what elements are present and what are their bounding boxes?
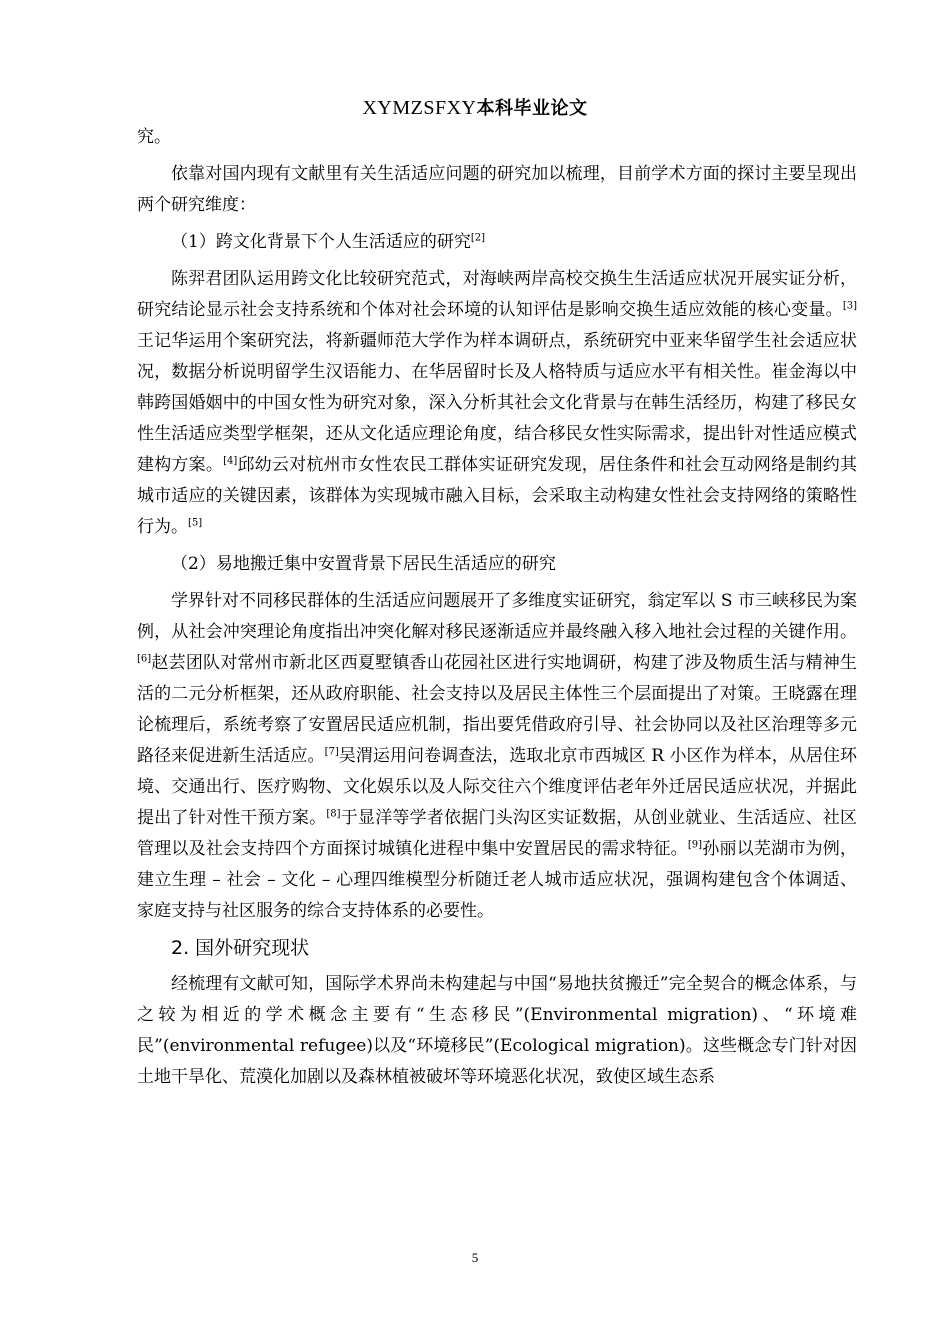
body-text	[137, 122, 857, 1099]
paragraph-intro: 依靠对国内现有文献里有关生活适应问题的研究加以梳理，目前学术方面的探讨主要呈现出两个研究维度：	[137, 164, 857, 215]
paragraph-continuation: 究。	[137, 127, 171, 147]
page-number: 5	[471, 1250, 479, 1265]
citation-ref: [5]	[188, 517, 203, 529]
subheading-2: （2）易地搬迁集中安置背景下居民生活适应的研究	[171, 554, 556, 574]
header-title: 本科毕业论文	[476, 98, 588, 119]
citation-ref: [3]	[842, 300, 857, 312]
paragraph-cross-cultural: 陈羿君团队运用跨文化比较研究范式，对海峡两岸高校交换生生活适应状况开展实证分析，研究结论显示社会支持系统和个体对社会环境的认知评估是影响交换生适应效能的核心变量。[3]王记华运用个案研究法，将新疆师范大学作为样本调研点，系统研究中亚来华留学生社会适应状况，数据分析说明留学生汉语能力、在华居留时长及人格特质与适应水平有相关性。崔金海以中韩跨国婚姻中的中国女性为研究对象，深入分析其社会文化背景与在韩生活经历，构建了移民女性生活适应类型学框架，还从文化适应理论角度，结合移民女性实际需求，提出针对性适应模式建构方案。[4]邱幼云对杭州市女性农民工群体实证研究发现，居住条件和社会互动网络是制约其城市适应的关键因素，该群体为实现城市融入目标，会采取主动构建女性社会支持网络的策略性行为。[5]	[137, 269, 857, 537]
paragraph-foreign-research: 经梳理有文献可知，国际学术界尚未构建起与中国“易地扶贫搬迁”完全契合的概念体系，与之较为相近的学术概念主要有“生态移民”(Environmental migration)、“环境难民”(environmental refugee)以及“环境移民”(Ecological migration)。这些概念专门针对因土地干旱化、荒漠化加剧以及森林植被破坏等环境恶化状况，致使区域生态系	[137, 974, 857, 1087]
citation-ref: [7]	[324, 746, 339, 758]
citation-ref: [6]	[137, 653, 152, 665]
citation-ref: [4]	[223, 455, 238, 467]
citation-ref: [2]	[470, 232, 485, 244]
paragraph-relocation: 学界针对不同移民群体的生活适应问题展开了多维度实证研究，翁定军以 S 市三峡移民为案例，从社会冲突理论角度指出冲突化解对移民逐渐适应并最终融入移入地社会过程的关键作用。[6]赵芸团队对常州市新北区西夏墅镇香山花园社区进行实地调研，构建了涉及物质生活与精神生活的二元分析框架，还从政府职能、社会支持以及居民主体性三个层面提出了对策。王晓露在理论梳理后，系统考察了安置居民适应机制，指出要凭借政府引导、社会协同以及社区治理等多元路径来促进新生活适应。[7]吴渭运用问卷调查法，选取北京市西城区 R 小区作为样本，从居住环境、交通出行、医疗购物、文化娱乐以及人际交往六个维度评估老年外迁居民适应状况，并据此提出了针对性干预方案。[8]于显洋等学者依据门头沟区实证数据，从创业就业、生活适应、社区管理以及社会支持四个方面探讨城镇化进程中集中安置居民的需求特征。[9]孙丽以芜湖市为例，建立生理 – 社会 – 文化 – 心理四维模型分析随迁老人城市适应状况，强调构建包含个体调适、家庭支持与社区服务的综合支持体系的必要性。	[137, 591, 858, 921]
page-header	[0, 94, 950, 122]
header-latin: XYMZSFXY	[362, 97, 477, 119]
citation-ref: [9]	[687, 839, 703, 851]
section-heading: 2. 国外研究现状	[171, 937, 310, 959]
citation-ref: [8]	[326, 808, 341, 820]
subheading-1: （1）跨文化背景下个人生活适应的研究[2]	[171, 232, 485, 252]
